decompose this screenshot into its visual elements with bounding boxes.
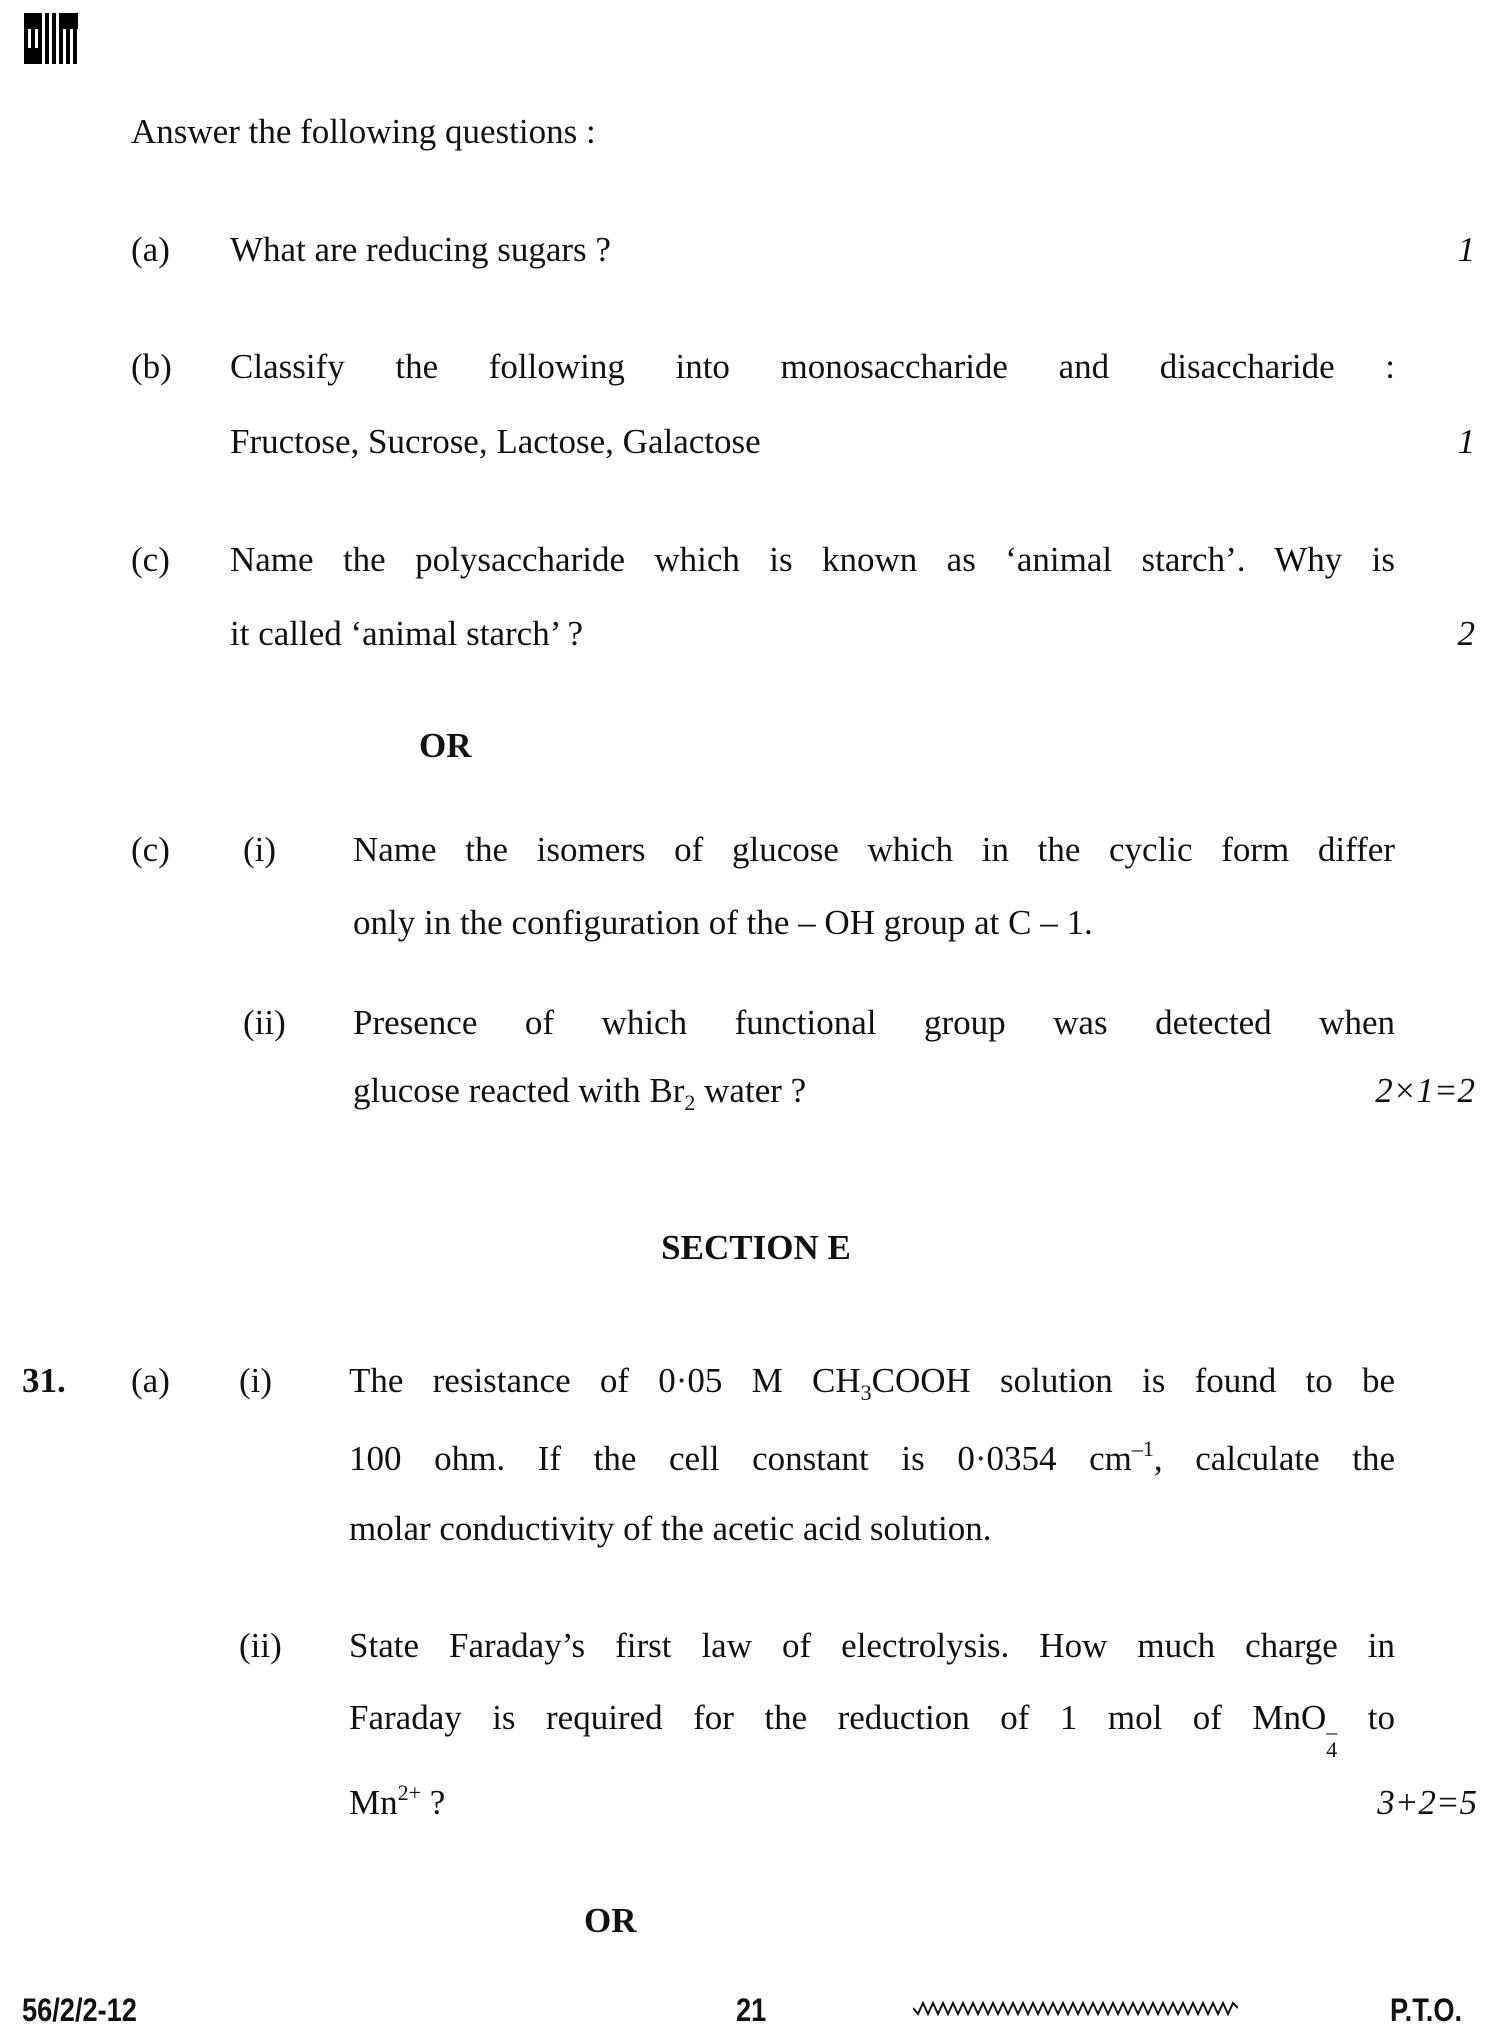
subquestion-label: (ii) [243,1003,286,1042]
or-divider: OR [419,726,472,765]
marks: 1 [1457,230,1475,269]
page-turn-note: P.T.O. [1390,1992,1463,2028]
question-label: (b) [131,347,172,386]
question-text: Name the polysaccharide which is known as ‘animal starch’. Why is [230,540,1395,579]
text: The resistance of 0·05 M CH [349,1361,861,1400]
question-number: 31. [22,1361,66,1400]
question-text: Name the isomers of glucose which in the cyclic form differ [353,830,1395,869]
text: ? [421,1783,446,1822]
question-text: molar conductivity of the acetic acid solution. [349,1509,992,1548]
text: glucose reacted with Br [353,1071,685,1110]
question-text: Fructose, Sucrose, Lactose, Galactose [230,422,761,461]
text: , calculate the [1153,1439,1395,1478]
superscript: –1 [1131,1436,1154,1461]
text: COOH solution is found to be [871,1361,1395,1400]
question-text: it called ‘animal starch’ ? [230,614,584,653]
wavy-line-decoration [913,2000,1238,2016]
text: to [1337,1698,1395,1737]
question-text: Classify the following into monosaccharide and disaccharide : [230,347,1395,386]
question-label: (a) [131,230,170,269]
question-text [349,1361,1395,1405]
superscript: – [1326,1719,1338,1744]
question-label: (c) [131,540,170,579]
text: water ? [695,1071,807,1110]
text: 100 ohm. If the cell constant is 0·0354 cm [349,1439,1132,1478]
text: Mn [349,1783,398,1822]
subscript: 4 [1326,1737,1338,1762]
question-label: (a) [131,1361,170,1400]
marks: 1 [1457,422,1475,461]
section-heading: SECTION E [661,1228,851,1267]
question-text [349,1698,1395,1762]
subscript: 3 [860,1380,872,1405]
text: Faraday is required for the reduction of 1 mol of MnO [349,1698,1327,1737]
marks: 2×1=2 [1375,1071,1475,1110]
question-text [353,1071,807,1115]
question-text [349,1780,446,1823]
superscript: 2+ [397,1780,422,1805]
question-text: Presence of which functional group was detected when [353,1003,1395,1042]
instructions: Answer the following questions : [131,112,596,151]
paper-code: 56/2/2-12 [22,1992,137,2028]
page-number: 21 [736,1992,767,2028]
question-text: What are reducing sugars ? [230,230,611,269]
marks: 2 [1457,614,1475,653]
marks: 3+2=5 [1377,1783,1477,1822]
question-text: State Faraday’s first law of electrolysis. How much charge in [349,1626,1395,1665]
question-label: (c) [131,830,170,869]
qr-code-icon [24,13,78,64]
subquestion-label: (ii) [239,1626,282,1665]
question-text: only in the configuration of the – OH group at C – 1. [353,903,1093,942]
subquestion-label: (i) [239,1361,273,1400]
or-divider: OR [584,1901,637,1940]
subscript: 2 [684,1090,696,1115]
question-text [349,1436,1395,1479]
subquestion-label: (i) [243,830,277,869]
